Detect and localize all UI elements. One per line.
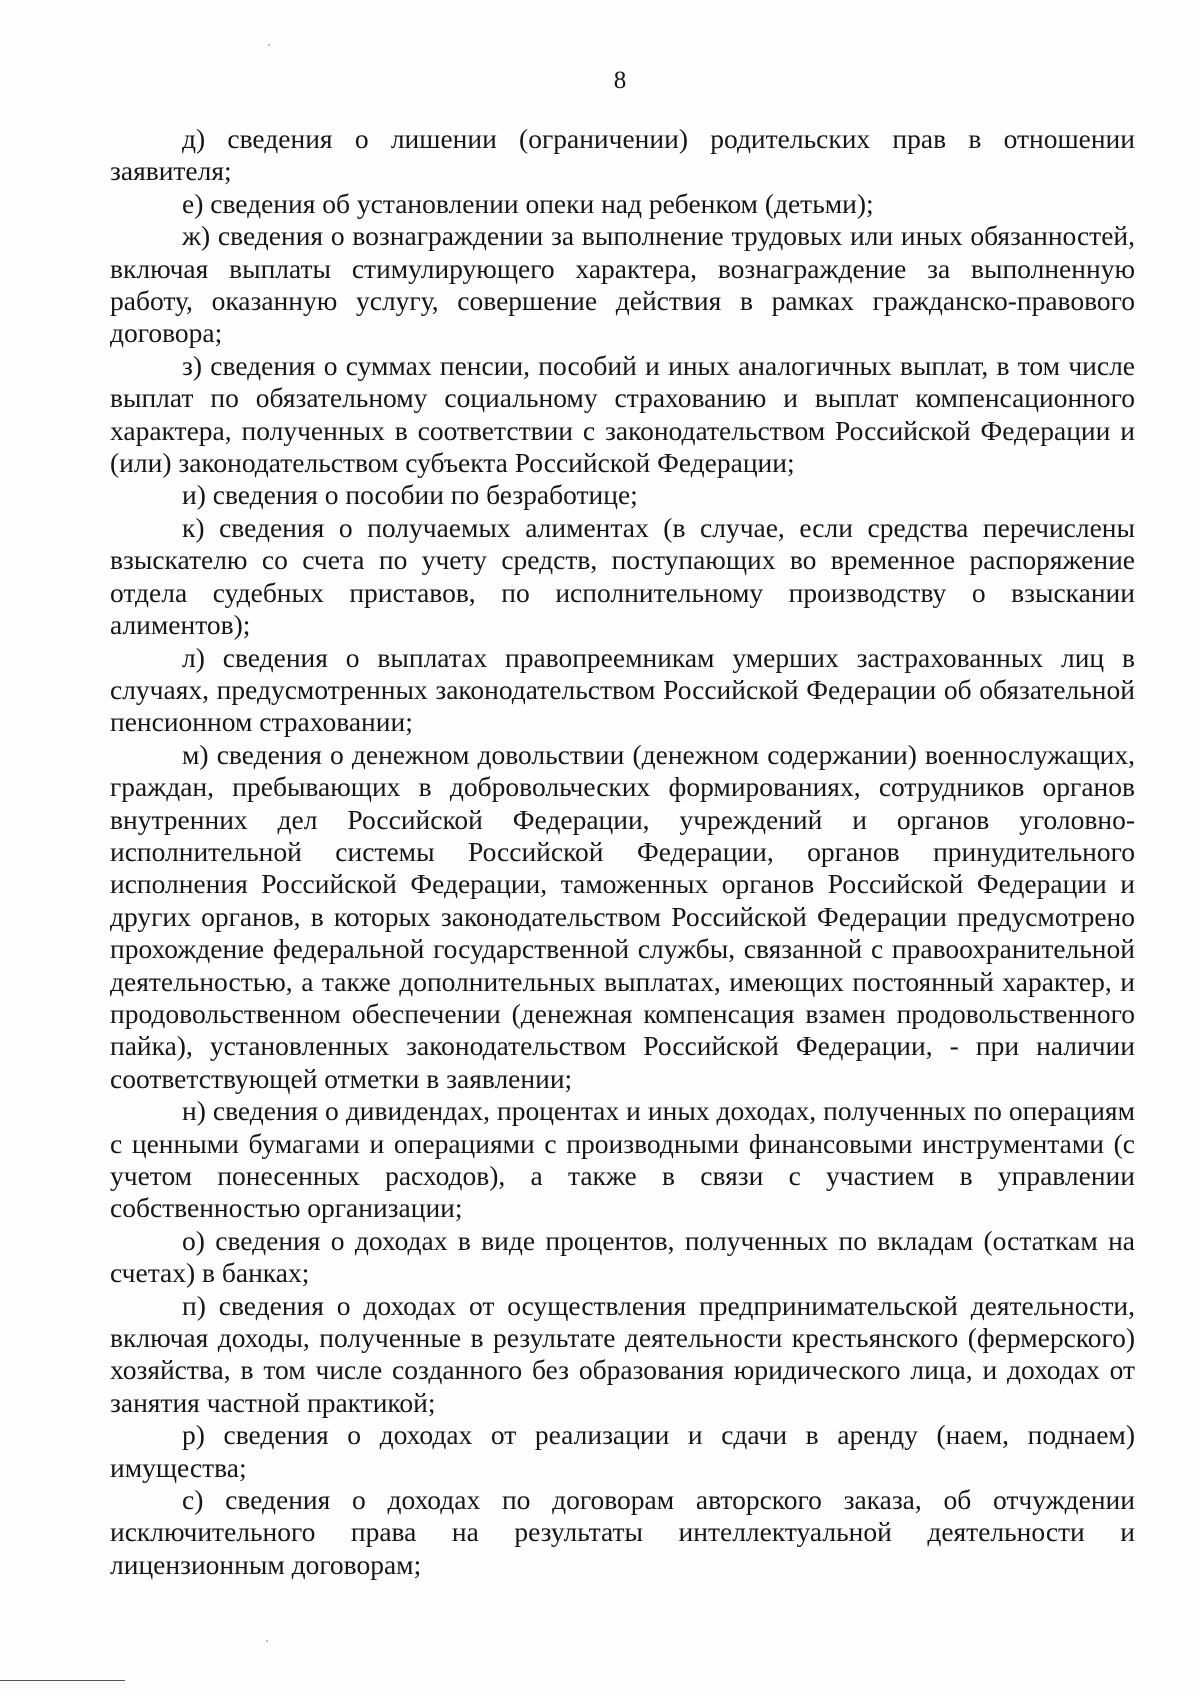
paragraph-e: е) сведения об установлении опеки над ребенком (детьми); bbox=[182, 187, 874, 219]
footer-rule bbox=[0, 1680, 125, 1681]
paragraph-p: п) сведения о доходах от осуществления предпринимательской деятельности, включая доходы, полученные в результате деятельности крестьянского (фермерского) хозяйства, в том числе созданного без образования юридического лица, и доходах от занятия частной практикой; bbox=[110, 1289, 1135, 1418]
paragraph-z: з) сведения о суммах пенсии, пособий и иных аналогичных выплат, в том числе выплат по обязательному социальному страхованию и выплат компенсационного характера, полученных в соответствии с законодательством Российской Федерации и (или) законодательством субъекта Российской Федерации; bbox=[110, 349, 1135, 479]
scan-speck bbox=[268, 44, 270, 46]
paragraph-d: д) сведения о лишении (ограничении) родительских прав в отношении заявителя; bbox=[110, 123, 1135, 187]
paragraph-i: и) сведения о пособии по безработице; bbox=[182, 479, 638, 511]
paragraph-s: с) сведения о доходах по договорам авторского заказа, об отчуждении исключительного права на результаты интеллектуальной деятельности и лицензионным договорам; bbox=[110, 1484, 1135, 1580]
page-number: 8 bbox=[613, 67, 627, 94]
scan-speck bbox=[266, 1640, 268, 1642]
paragraph-zh: ж) сведения о вознаграждении за выполнение трудовых или иных обязанностей, включая выплаты стимулирующего характера, вознаграждение за выполненную работу, оказанную услугу, совершение действия в рамках гражданско-правового договора; bbox=[110, 220, 1135, 349]
paragraph-n: н) сведения о дивидендах, процентах и иных доходах, полученных по операциям с ценными бумагами и операциями с производными финансовыми инструментами (с учетом понесенных расходов), а также в связи с участием в управлении собственностью организации; bbox=[110, 1095, 1135, 1224]
paragraph-r: р) сведения о доходах от реализации и сдачи в аренду (наем, поднаем) имущества; bbox=[110, 1419, 1135, 1483]
paragraph-o: о) сведения о доходах в виде процентов, полученных по вкладам (остаткам на счетах) в банках; bbox=[110, 1224, 1135, 1289]
paragraph-l: л) сведения о выплатах правопреемникам умерших застрахованных лиц в случаях, предусмотренных законодательством Российской Федерации об обязательной пенсионном страховании; bbox=[110, 641, 1135, 738]
paragraph-k: к) сведения о получаемых алиментах (в случае, если средства перечислены взыскателю со счета по учету средств, поступающих во временное распоряжение отдела судебных приставов, по исполнительному производству о взыскании алиментов); bbox=[110, 511, 1135, 641]
document-body bbox=[110, 123, 1135, 1581]
paragraph-m: м) сведения о денежном довольствии (денежном содержании) военнослужащих, граждан, пребывающих в добровольческих формированиях, сотрудников органов внутренних дел Российской Федерации, учреждений и органов уголовно-исполнительной системы Российской Федерации, органов принудительного исполнения Российской Федерации, таможенных органов Российской Федерации и других органов, в которых законодательством Российской Федерации предусмотрено прохождение федеральной государственной службы, связанной с правоохранительной деятельностью, а также дополнительных выплатах, имеющих постоянный характер, и продовольственном обеспечении (денежная компенсация взамен продовольственного пайка), установленных законодательством Российской Федерации, - при наличии соответствующей отметки в заявлении; bbox=[110, 738, 1135, 1094]
